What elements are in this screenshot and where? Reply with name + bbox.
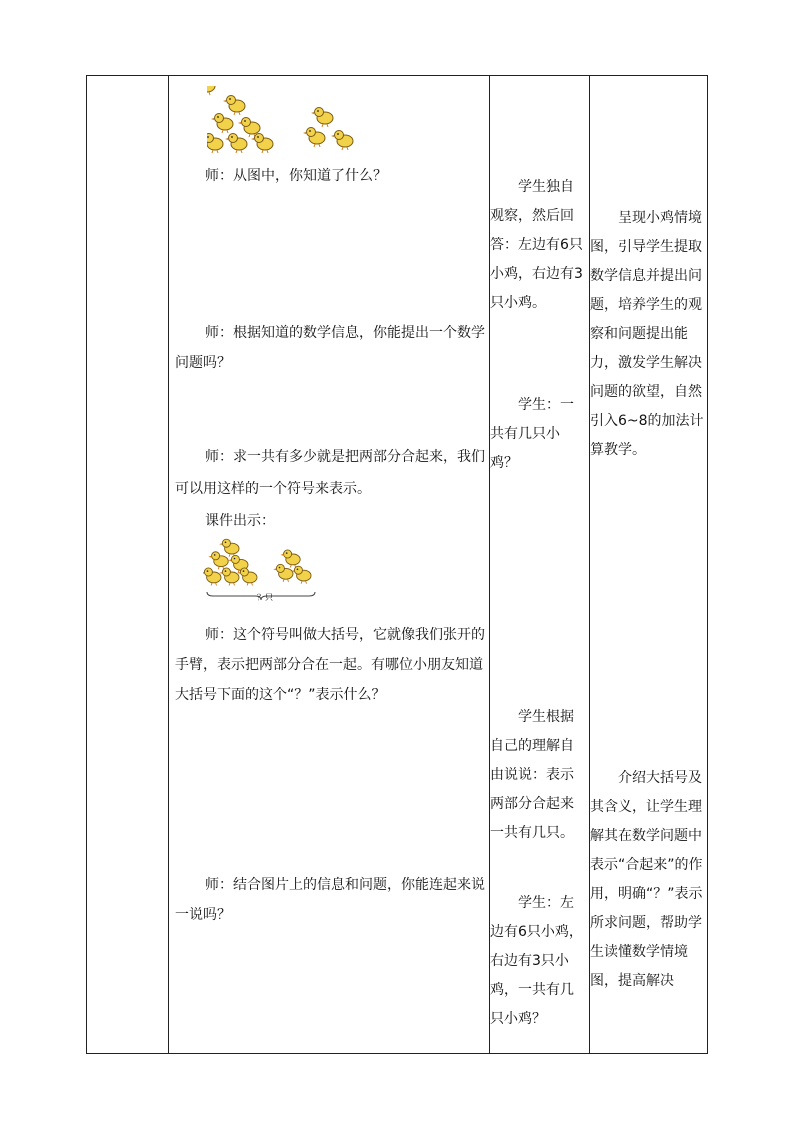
- chick-icon: [207, 134, 223, 154]
- lesson-table: [86, 75, 708, 1054]
- teacher-question-3-cont: 手臂，表示把两部分合在一起。有哪位小朋友知道: [175, 657, 483, 673]
- teacher-question-3-cont2: 大括号下面的这个“？”表示什么？: [175, 687, 386, 703]
- teacher-question-4: 师：结合图片上的信息和问题，你能连起来说: [205, 877, 485, 893]
- design-intent-2: 介绍大括号及其含义，让学生理解其在数学问题中表示“合起来”的作用，明确“？”表示所求问题，帮助学生读懂数学情境图，提高解决: [590, 770, 703, 989]
- teacher-question-4-cont: 一说吗？: [175, 907, 231, 923]
- chick-icon: [237, 568, 257, 586]
- chick-icon: [311, 108, 333, 128]
- chick-icon: [291, 566, 311, 584]
- teacher-explanation: 师：求一共有多少就是把两部分合起来，我们: [205, 449, 485, 465]
- student-answer-1: 学生独自观察，然后回答：左边有6只小鸡，右边有3只小鸡。: [490, 179, 583, 311]
- brace-label: ？只: [257, 593, 273, 602]
- chick-icon: [251, 134, 273, 154]
- courseware-label: 课件出示：: [205, 513, 275, 529]
- chick-icon: [211, 114, 233, 134]
- chick-icon: [223, 96, 245, 116]
- chick-icon: [280, 550, 300, 568]
- chick-icon: [219, 568, 239, 586]
- chick-icon: [208, 552, 228, 570]
- chick-icon: [219, 539, 239, 557]
- design-intent-1: 呈现小鸡情境图，引导学生提取数学信息并提出问题，培养学生的观察和问题提出能力，激发学生解决问题的欲望，自然引入6~8的加法计算教学。: [590, 210, 704, 458]
- student-answer-4: 学生：左边有6只小鸡，右边有3只小鸡，一共有几只小鸡？: [490, 895, 583, 1027]
- chick-icon: [303, 128, 325, 148]
- student-answer-2: 学生：一共有几只小鸡？: [490, 397, 574, 471]
- chick-icon: [331, 131, 353, 151]
- chick-icon: [225, 134, 247, 154]
- teacher-question-3: 师：这个符号叫做大括号，它就像我们张开的: [205, 627, 485, 643]
- teacher-question-1: 师：从图中，你知道了什么？: [205, 168, 387, 184]
- teacher-explanation-cont: 可以用这样的一个符号来表示。: [175, 481, 371, 497]
- teacher-question-2-cont: 问题吗？: [175, 355, 231, 371]
- student-answer-3: 学生根据自己的理解自由说说：表示两部分合起来一共有几只。: [490, 709, 574, 841]
- chicks-image-top: [207, 86, 367, 154]
- chick-icon: [203, 568, 221, 586]
- column-divider: [168, 76, 169, 1053]
- teacher-question-2: 师：根据知道的数学信息，你能提出一个数学: [205, 325, 485, 341]
